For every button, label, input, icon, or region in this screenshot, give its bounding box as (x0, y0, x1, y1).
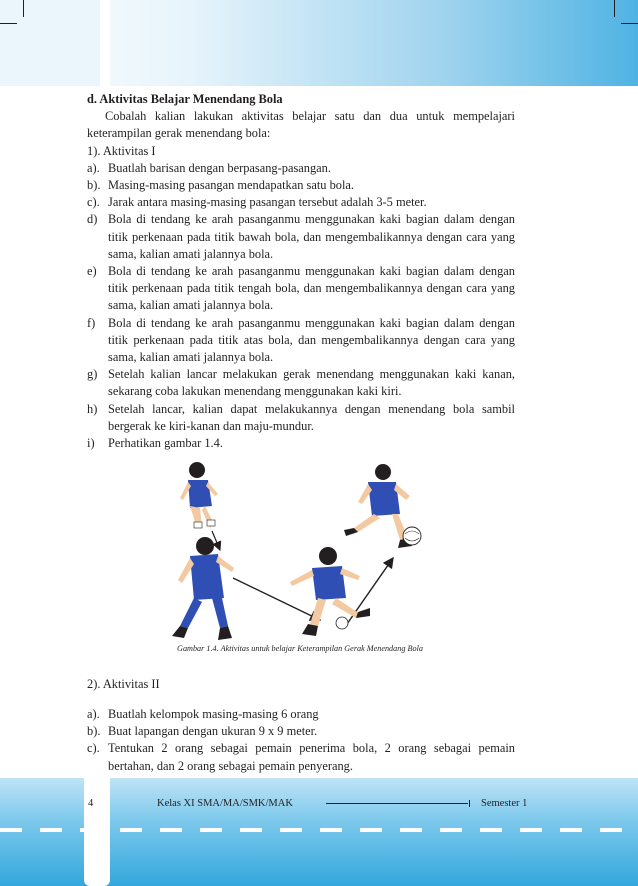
list-item-text: Jarak antara masing-masing pasangan tersebut adalah 3-5 meter. (108, 195, 427, 210)
list-item (87, 366, 515, 400)
semester-label: Semester 1 (481, 798, 528, 809)
pass-arrow (233, 578, 320, 620)
list-item (87, 263, 515, 315)
figure-caption: Gambar 1.4. Aktivitas untuk belajar Keterampilan Gerak Menendang Bola (177, 644, 423, 653)
list-item (87, 211, 515, 263)
crop-mark (614, 0, 615, 17)
list-item-text: Setelah kalian lancar melakukan gerak menendang menggunakan kaki kanan, sekarang coba lakukan menendang menggunakan kaki kiri. (108, 367, 515, 399)
crop-mark (23, 0, 24, 17)
activity2-title: 2). Aktivitas II (87, 677, 160, 692)
header-band (0, 0, 638, 86)
list-item-text: Tentukan 2 orang sebagai pemain penerima bola, 2 orang sebagai pemain bertahan, dan 2 orang sebagai pemain penyerang. (108, 741, 515, 773)
list-item-label: f) (87, 315, 96, 330)
list-item-label: h) (87, 401, 98, 416)
list-item (87, 401, 515, 435)
list-item-text: Bola di tendang ke arah pasanganmu menggunakan kaki bagian dalam dengan titik perkenaan pada titik tengah bola, dan mengembalikannya dengan cara yang sama, kalian amati jalannya bola. (108, 264, 515, 313)
crop-mark (0, 23, 17, 24)
list-item-text: Bola di tendang ke arah pasanganmu menggunakan kaki bagian dalam dengan titik perkenaan pada titik atas bola, dan mengembalikannya dengan cara yang sama, kalian amati jalannya bola. (108, 315, 515, 365)
list-item-label: g) (87, 367, 98, 382)
list-item (87, 194, 515, 211)
list-item (87, 723, 515, 740)
activity2-content (87, 664, 515, 775)
list-item-label: b). (87, 178, 101, 193)
list-item (87, 740, 515, 774)
figure-kicking-activity (150, 458, 450, 643)
list-item (87, 435, 515, 452)
list-item-text: Buat lapangan dengan ukuran 9 x 9 meter. (108, 724, 318, 739)
list-item-label: c). (87, 195, 100, 210)
player-figure (344, 464, 421, 548)
footer-rule (326, 803, 468, 804)
activity1-title: 1). Aktivitas I (87, 143, 156, 158)
player-figure (290, 547, 370, 636)
list-item-label: d) (87, 212, 98, 227)
list-item-label: a). (87, 160, 100, 175)
list-item-text: Masing-masing pasangan mendapatkan satu bola. (108, 178, 355, 193)
intro-paragraph: Cobalah kalian lakukan aktivitas belajar satu dan dua untuk mempelajari keterampilan gerak menendang bola: (87, 109, 515, 141)
list-item (87, 315, 515, 367)
list-item-text: Buatlah barisan dengan berpasang-pasangan. (108, 160, 331, 175)
player-figure (180, 462, 218, 528)
player-figure (172, 537, 234, 640)
list-item-text: Buatlah kelompok masing-masing 6 orang (108, 706, 319, 721)
section-title: d. Aktivitas Belajar Menendang Bola (87, 92, 283, 106)
list-item-label: c). (87, 741, 100, 756)
crop-mark (621, 23, 638, 24)
list-item-label: i) (87, 436, 95, 451)
footer-dashes (0, 828, 638, 832)
list-item-label: b). (87, 724, 101, 739)
list-item (87, 160, 515, 177)
footer-band (0, 778, 638, 886)
page-number: 4 (88, 798, 94, 809)
kicking-illustration (150, 458, 450, 643)
list-item (87, 177, 515, 194)
list-item-text: Bola di tendang ke arah pasanganmu menggunakan kaki bagian dalam dengan titik perkenaan pada titik bawah bola, dan mengembalikannya dengan cara yang sama, kalian amati jalannya bola. (108, 212, 515, 261)
main-content (87, 91, 515, 452)
list-item-label: e) (87, 264, 97, 279)
book-title: Kelas XI SMA/MA/SMK/MAK (157, 798, 293, 809)
list-item-text: Setelah lancar, kalian dapat melakukannya dengan menendang bola sambil bergerak ke kiri-kanan dan maju-mundur. (108, 401, 515, 433)
list-item-text: Perhatikan gambar 1.4. (108, 436, 223, 451)
list-item-label: a). (87, 706, 100, 721)
list-item (87, 706, 515, 723)
